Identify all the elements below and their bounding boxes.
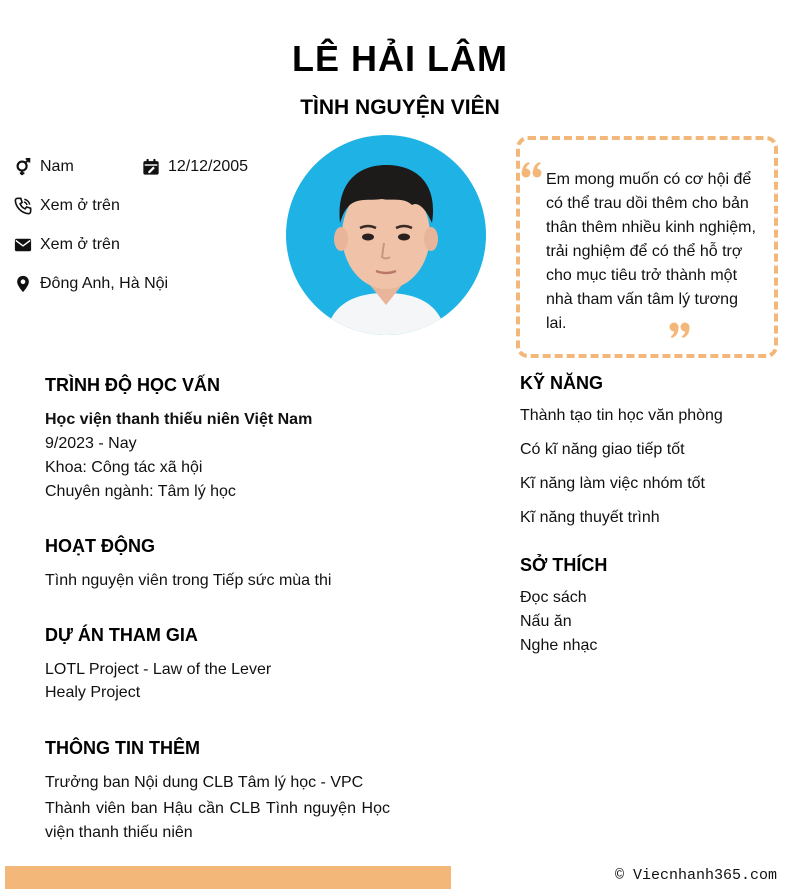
education-faculty: Khoa: Công tác xã hội <box>45 459 203 476</box>
email-value: Xem ở trên <box>40 236 120 253</box>
hobby-item: Nấu ăn <box>520 613 572 630</box>
quote-open-icon <box>521 160 543 180</box>
candidate-name: LÊ HẢI LÂM <box>292 38 508 79</box>
info-gender <box>14 156 74 178</box>
hobby-item: Nghe nhạc <box>520 637 598 654</box>
info-birthday <box>142 156 248 178</box>
gender-value: Nam <box>40 158 74 175</box>
skill-item: Kĩ năng thuyết trình <box>520 509 660 526</box>
project-item: Healy Project <box>45 684 141 701</box>
calendar-icon <box>142 158 160 176</box>
hobby-item: Đọc sách <box>520 589 587 606</box>
gender-icon <box>14 158 32 176</box>
objective-text: Em mong muốn có cơ hội để có thể trau dồi thêm cho bản thân thêm nhiều kinh nghiệm, trải nghiệm để có thể hỗ trợ cho mục tiêu trở thành một nhà tham vấn tâm lý tương lai. <box>546 171 756 332</box>
education-title: TRÌNH ĐỘ HỌC VẤN <box>45 375 220 395</box>
phone-value: Xem ở trên <box>40 197 120 214</box>
additional-item: Trưởng ban Nội dung CLB Tâm lý học - VPC <box>45 774 364 791</box>
address-value: Đông Anh, Hà Nội <box>40 275 169 292</box>
skill-item: Thành tạo tin học văn phòng <box>520 407 723 424</box>
avatar <box>286 135 486 335</box>
info-address <box>14 273 168 295</box>
objective-box <box>516 136 778 358</box>
phone-icon <box>14 197 32 215</box>
info-phone <box>14 195 120 217</box>
education-period: 9/2023 - Nay <box>45 435 137 452</box>
education-major: Chuyên ngành: Tâm lý học <box>45 483 236 500</box>
activities-title: HOẠT ĐỘNG <box>45 536 155 556</box>
email-icon <box>14 236 32 254</box>
footer-accent-bar <box>5 866 451 889</box>
skills-title: KỸ NĂNG <box>520 373 604 393</box>
skill-item: Có kĩ năng giao tiếp tốt <box>520 441 685 458</box>
birthday-value: 12/12/2005 <box>168 158 249 175</box>
copyright-text: © Viecnhanh365.com <box>614 867 777 884</box>
additional-item: Thành viên ban Hậu cần CLB Tình nguyện Học viện thanh thiếu niên <box>45 800 390 841</box>
activity-item: Tình nguyện viên trong Tiếp sức mùa thi <box>45 572 332 589</box>
info-email <box>14 234 120 256</box>
project-item: LOTL Project - Law of the Lever <box>45 661 272 678</box>
additional-title: THÔNG TIN THÊM <box>45 738 200 758</box>
candidate-position: TÌNH NGUYỆN VIÊN <box>300 96 500 119</box>
quote-close-icon <box>668 320 690 340</box>
projects-title: DỰ ÁN THAM GIA <box>45 625 198 645</box>
location-icon <box>14 275 32 293</box>
skill-item: Kĩ năng làm việc nhóm tốt <box>520 475 705 492</box>
hobbies-title: SỞ THÍCH <box>520 555 608 575</box>
education-school: Học viện thanh thiếu niên Việt Nam <box>45 411 313 428</box>
